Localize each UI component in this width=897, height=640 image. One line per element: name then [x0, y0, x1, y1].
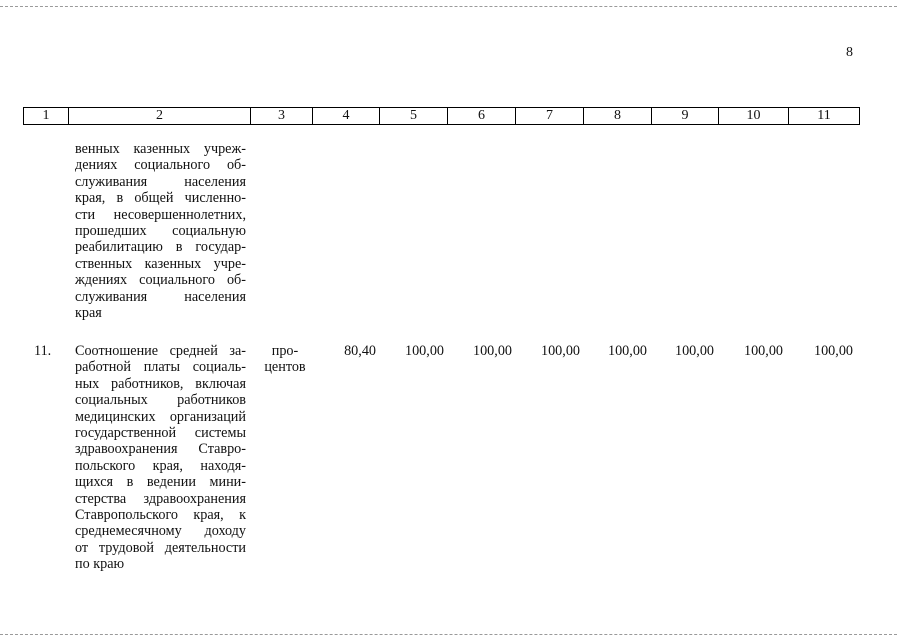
description-line: края	[75, 305, 102, 322]
column-header-11: 11	[789, 108, 860, 125]
unit-line: про-	[271, 343, 299, 359]
column-header-9: 9	[652, 108, 719, 125]
description-line: служивания населения	[75, 173, 246, 190]
row-description	[75, 141, 246, 321]
row-number: 11.	[34, 343, 52, 359]
column-header-7: 7	[516, 108, 584, 125]
description-line: польского края, находя-	[75, 457, 246, 474]
description-line: среднемесячному доходу	[75, 523, 246, 540]
description-line: Ставропольского края, к	[75, 507, 246, 524]
page-top-edge	[0, 6, 897, 7]
unit-line: центов	[264, 359, 306, 376]
column-header-10: 10	[719, 108, 789, 125]
description-line: щихся в ведении мини-	[75, 474, 246, 491]
description-line: государственной системы	[75, 425, 246, 442]
description-line: края, в общей численно-	[75, 190, 246, 207]
description-line: социальных работников	[75, 392, 246, 409]
description-line: дениях социального об-	[75, 157, 246, 174]
column-header-3: 3	[251, 108, 313, 125]
description-line: от трудовой деятельности	[75, 539, 246, 556]
column-header-1: 1	[24, 108, 69, 125]
column-header-5: 5	[380, 108, 448, 125]
description-line: ждениях социального об-	[75, 272, 246, 289]
description-line: Соотношение средней за-	[75, 343, 246, 359]
column-header-8: 8	[584, 108, 652, 125]
description-line: работной платы социаль-	[75, 359, 246, 376]
value-col-10: 100,00	[743, 343, 783, 359]
column-header-2: 2	[69, 108, 251, 125]
value-col-7: 100,00	[540, 343, 580, 359]
page-number: 8	[846, 45, 853, 60]
value-col-6: 100,00	[472, 343, 512, 359]
description-line: реабилитацию в государ-	[75, 239, 246, 256]
page-bottom-edge	[0, 634, 897, 635]
value-col-5: 100,00	[404, 343, 444, 359]
row-unit	[262, 343, 308, 376]
column-header-6: 6	[448, 108, 516, 125]
row-description	[75, 343, 246, 573]
value-col-11: 100,00	[813, 343, 853, 359]
value-col-4: 80,40	[344, 343, 376, 359]
column-number-header	[23, 107, 860, 125]
description-line: по краю	[75, 556, 125, 573]
description-line: здравоохранения Ставро-	[75, 441, 246, 458]
value-col-8: 100,00	[607, 343, 647, 359]
description-line: прошедших социальную	[75, 223, 246, 240]
description-line: сти несовершеннолетних,	[75, 206, 246, 223]
description-line: служивания населения	[75, 288, 246, 305]
description-line: венных казенных учреж-	[75, 141, 246, 157]
column-header-4: 4	[313, 108, 380, 125]
description-line: медицинских организаций	[75, 408, 246, 425]
description-line: ственных казенных учре-	[75, 255, 246, 272]
value-col-9: 100,00	[674, 343, 714, 359]
description-line: ных работников, включая	[75, 375, 246, 392]
description-line: стерства здравоохранения	[75, 490, 246, 507]
